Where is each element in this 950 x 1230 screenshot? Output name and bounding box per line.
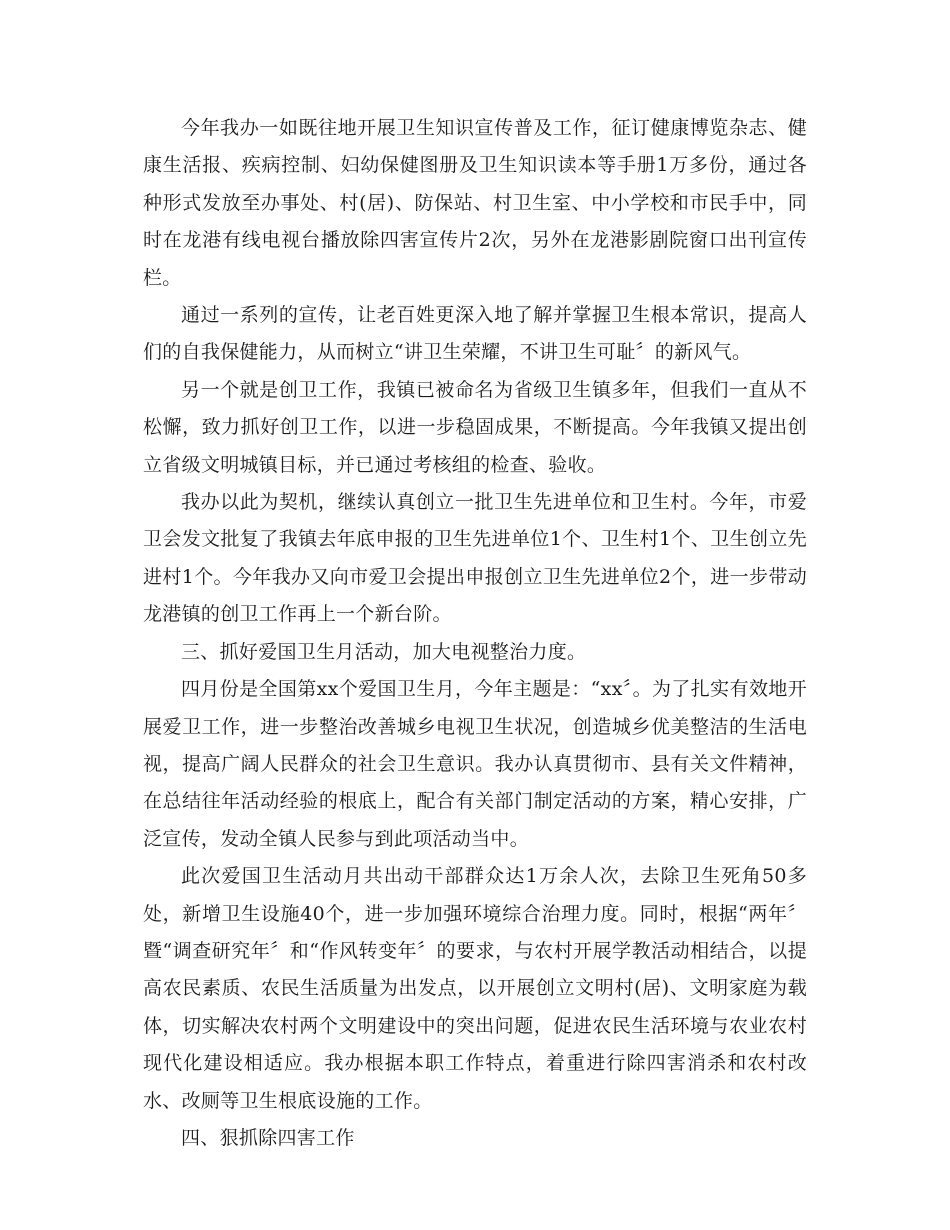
section-heading-four-pests: 四、狠抓除四害工作: [181, 1126, 355, 1149]
paragraph-publicity-result: 通过一系列的宣传，让老百姓更深入地了解并掌握卫生根本常识，提高人们的自我保健能力，从而树立“讲卫生荣耀，不讲卫生可耻〞的新风气。: [143, 304, 807, 364]
paragraph-april-campaign: 四月份是全国第xx个爱国卫生月，今年主题是：“xx〞。为了扎实有效地开展爱卫工作，进一步整治改善城乡电视卫生状况，创造城乡优美整洁的生活电视，提高广阔人民群众的社会卫生意识。我办认真贯彻市、县有关文件精神，在总结往年活动经验的根底上，配合有关部门制定活动的方案，精心安排，广泛宣传，发动全镇人民参与到此项活动当中。: [143, 678, 807, 850]
paragraph-advanced-units: 我办以此为契机，继续认真创立一批卫生先进单位和卫生村。今年，市爱卫会发文批复了我镇去年底申报的卫生先进单位1个、卫生村1个、卫生创立先进村1个。今年我办又向市爱卫会提出申报创立卫生先进单位2个，进一步带动龙港镇的创卫工作再上一个新台阶。: [143, 491, 807, 626]
document-body: [143, 110, 807, 1157]
paragraph-campaign-results: 此次爱国卫生活动月共出动干部群众达1万余人次，去除卫生死角50多处，新增卫生设施40个，进一步加强环境综合治理力度。同时，根据“两年〞暨“调查研究年〞和“作风转变年〞的要求，与农村开展学教活动相结合，以提高农民素质、农民生活质量为出发点，以开展创立文明村(居)、文明家庭为载体，切实解决农村两个文明建设中的突出问题，促进农民生活环境与农业农村现代化建设相适应。我办根据本职工作特点，着重进行除四害消杀和农村改水、改厕等卫生根底设施的工作。: [143, 865, 807, 1112]
paragraph-sanitary-town: 另一个就是创卫工作，我镇已被命名为省级卫生镇多年，但我们一直从不松懈，致力抓好创卫工作，以进一步稳固成果，不断提高。今年我镇又提出创立省级文明城镇目标，并已通过考核组的检查、验收。: [143, 378, 807, 476]
section-heading-patriotic-month: 三、抓好爱国卫生月活动，加大电视整治力度。: [181, 640, 587, 663]
paragraph-publicity-work: 今年我办一如既往地开展卫生知识宣传普及工作，征订健康博览杂志、健康生活报、疾病控制、妇幼保健图册及卫生知识读本等手册1万多份，通过各种形式发放至办事处、村(居)、防保站、村卫生室、中小学校和市民手中，同时在龙港有线电视台播放除四害宣传片2次，另外在龙港影剧院窗口出刊宣传栏。: [143, 117, 807, 289]
